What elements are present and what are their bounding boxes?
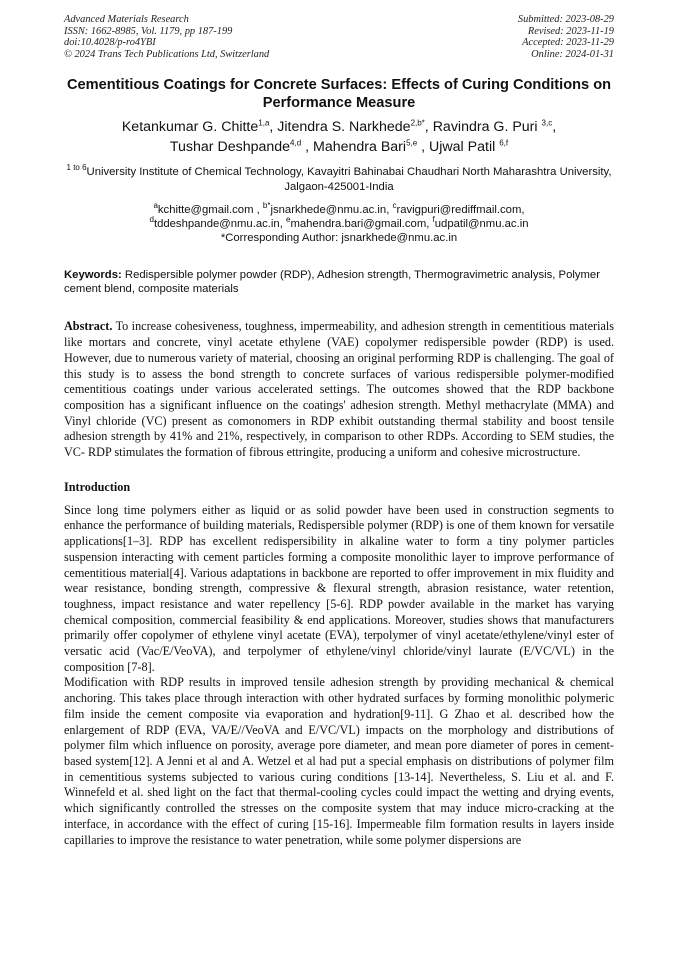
affiliation (64, 165, 614, 195)
author-affil-sup: 2,b* (410, 118, 425, 128)
author-affil-sup: 3,c (541, 118, 553, 128)
email-link[interactable]: jsnarkhede@nmu.ac.in (270, 204, 387, 216)
author-list (64, 117, 614, 157)
journal-header (64, 14, 614, 64)
date-online: Online: 2024-01-31 (531, 48, 614, 60)
author-affil-sup: 4,d (290, 138, 302, 148)
author-name: Mahendra Bari (313, 139, 407, 155)
affiliation-text: University Institute of Chemical Technology, Kavayitri Bahinabai Chaudhari North Maharashtra University, Jalgaon-425001-India (86, 166, 612, 193)
email-sup: b* (262, 201, 271, 211)
date-revised: Revised: 2023-11-19 (527, 25, 614, 37)
author-name: Ravindra G. Puri (432, 119, 538, 135)
email-sup: a (153, 201, 158, 211)
paper-page (64, 14, 614, 848)
email-link[interactable]: ravigpuri@rediffmail.com (396, 204, 522, 216)
email-sup: c (392, 201, 397, 211)
author-affil-sup: 5,e (406, 138, 418, 148)
email-line-2: $^d$tddeshpande@nmu.ac.in, $^e$mahendra.bari@gmail.com, $^f$udpatil@nmu.ac.in (149, 215, 529, 231)
journal-info (64, 14, 269, 60)
date-submitted: Submitted: 2023-08-29 (517, 14, 614, 25)
corresponding-author: *Corresponding Author: jsnarkhede@nmu.ac.in (220, 232, 458, 245)
author-name: Ketankumar G. Chitte (121, 119, 259, 135)
dates (518, 14, 614, 60)
abstract-label: Abstract. (64, 319, 113, 334)
journal-issn: ISSN: 1662-8985, Vol. 1179, pp 187-199 (64, 25, 233, 37)
date-accepted: Accepted: 2023-11-29 (522, 37, 614, 49)
email-sup: d (149, 215, 154, 225)
abstract (64, 319, 614, 460)
section-heading-introduction: Introduction (64, 479, 131, 494)
author-affil-sup: 1,a (258, 118, 270, 128)
email-link[interactable]: kchitte@gmail.com (157, 204, 254, 216)
email-link[interactable]: udpatil@nmu.ac.in (434, 218, 529, 231)
keywords-text: Redispersible polymer powder (RDP), Adhesion strength, Thermogravimetric analysis, Polymer cement blend, composite materials (64, 268, 600, 296)
author-affil-sup: 6,f (499, 138, 509, 148)
email-line-1: $^a$kchitte@gmail.com , $^{b*}$jsnarkhede@nmu.ac.in, $^c$ravigpuri@rediffmail.com, (153, 201, 525, 216)
email-link[interactable]: tddeshpande@nmu.ac.in (153, 218, 280, 231)
journal-name: Advanced Materials Research (64, 14, 189, 25)
author-line-1: Ketankumar G. Chitte$^{1,a}$, Jitendra S. Narkhede$^{2,b*}$, Ravindra G. Puri $^{3,c}$, (121, 118, 557, 135)
email-link[interactable]: mahendra.bari@gmail.com (290, 218, 427, 231)
email-block (64, 203, 614, 246)
copyright: © 2024 Trans Tech Publications Ltd, Switzerland (64, 48, 270, 60)
introduction-paragraph-2: Modification with RDP results in improved tensile adhesion strength by providing mechanical & chemical anchoring. This takes place through interaction with other hydrated surfaces by forming monolithic polymeric film inside the cement composite via evaporation and hydration[9-11]. G Zhao et al. described how the enlargement of RDP (EVA, VA/E//VeoVA and E/VC/VL) impacts on the morphology and distributions of polymer film which influence on porosity, average pore diameter, and mean pore diameter of pores in cement-based system[12]. A Jenni et al and A. Wetzel et al had put a special emphasis on distributions of polymer film in cementitious systems subjected to various curing conditions [13-14]. Nevertheless, S. Liu et al. and F. Winnefeld et al. shed light on the fact that thermal-cooling cycles could impact the wetting and drying events, which significantly controlled the stresses on the composite system that may induce micro-cracking at the interface, in accordance with the effect of curing [15-16]. Impermeable film formation results in layers inside capillaries to improve the resistance to water penetration, while some polymer dispersions are (64, 675, 614, 847)
introduction-paragraph-1: Since long time polymers either as liquid or as solid powder have been used in construction segments to enhance the performance of building materials, Redispersible polymer (RDP) is one of them known for versatile applications[1–3]. RDP has excellent redispersibility in alkaline water to form a tiny polymer particles suspension interacting with cement particles forming a composite monolithic layer to improve performance of cementitious material[4]. Various adaptations in backbone are reported to offer improvement in mix fluidity and wear resistance, bonding strength, compressive & flexural strength, abrasion resistance, water retention, toughness, impact resistance and water repellency [5-6]. RDP powder available in the market has varying chemical composition, commercial feasibility & end applications. Moreover, studies shows that manufacturers primarily offer copolymer of ethylene vinyl acetate (EVA), terpolymer of vinyl acetate/ethylene/vinyl ester of versatic acid (Vac/E/VeoVA), and terpolymer of ethylene/vinyl chloride/vinyl laurate (E/VC/VL) in the composition [7-8]. (64, 502, 614, 674)
abstract-text: To increase cohesiveness, toughness, impermeability, and adhesion strength in cementitious materials like mortars and concrete, vinyl acetate ethylene (VAE) copolymer redispersible powder (RDP) is used. However, due to numerous variety of material, choosing an original performing RDP is challenging. The goal of this study is to assess the bond strength to concrete surfaces of various redispersible polymer-modified cementitious coatings under various accelerated settings. The outcomes showed that the RDP backbone composition has a significant influence on the coatings' adhesion strength. Methyl methacrylate (MMA) and Vinyl chloride (VC) present as comonomers in RDP exhibit outstanding thermal stability and boost tensile adhesion strength by 41% and 21%, respectively, in comparison to other RDPs. According to SEM studies, the VC- RDP stimulates the formation of fibrous ettringite, producing a uniform and cohesive microstructure. (64, 319, 614, 460)
author-name: Jitendra S. Narkhede (277, 119, 411, 135)
email-sup: e (286, 215, 291, 225)
affiliation-sup: 1 to 6 (66, 163, 87, 173)
doi: doi:10.4028/p-ro4YBI (64, 37, 156, 49)
author-name: Ujwal Patil (429, 139, 496, 155)
keywords (64, 268, 614, 297)
keywords-label: Keywords: (64, 268, 122, 281)
email-sup: f (432, 215, 435, 225)
paper-title: Cementitious Coatings for Concrete Surfaces: Effects of Curing Conditions on Performance Measure (66, 77, 612, 111)
author-name: Tushar Deshpande (169, 139, 291, 155)
author-line-2: Tushar Deshpande$^{4,d}$ , Mahendra Bari$^{5,e}$ , Ujwal Patil $^{6,f}$ (169, 138, 509, 155)
